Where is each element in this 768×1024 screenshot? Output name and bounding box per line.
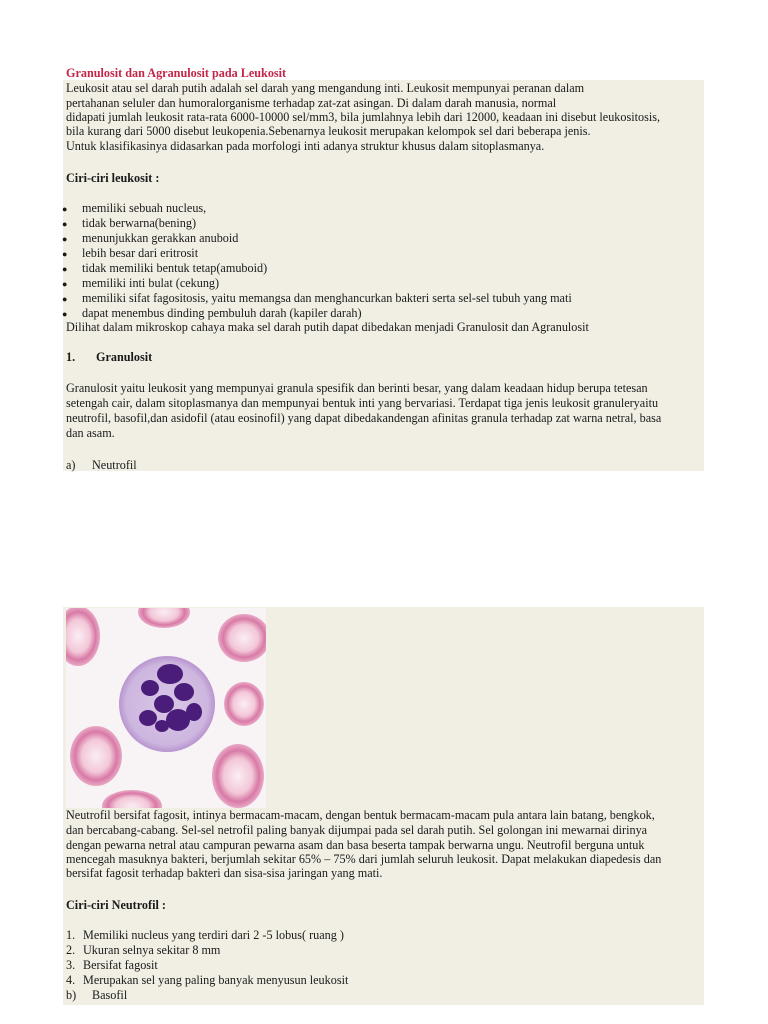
subheading-basofil: Basofil (92, 988, 128, 1002)
red-blood-cell (224, 682, 264, 726)
paragraph-line: dengan pewarna netral atau campuran pewarna asam dan basa beserta tampak berwarna ungu. Neutrofil berguna untuk (66, 838, 645, 852)
intro-line: Untuk klasifikasinya didasarkan pada morfologi inti adanya struktur khusus dalam sitoplasmanya. (66, 139, 545, 153)
list-item: memiliki sifat fagositosis, yaitu memangsa dan menghancurkan bakteri serta sel-sel tubuh yang mati (82, 291, 572, 305)
list-item: Bersifat fagosit (83, 958, 158, 972)
paragraph-line: Neutrofil bersifat fagosit, intinya bermacam-macam, dengan bentuk bermacam-macam pula antara lain batang, bengkok, (66, 808, 655, 822)
bullet-dot-icon: ● (62, 294, 68, 304)
list-item: Memiliki nucleus yang terdiri dari 2 -5 lobus( ruang ) (83, 928, 344, 942)
sub-b-label: b) (66, 988, 77, 1002)
list-item: memiliki sebuah nucleus, (82, 201, 207, 215)
list-item: tidak berwarna(bening) (82, 216, 197, 230)
neutrophil-micrograph (66, 608, 266, 808)
bullet-dot-icon: ● (62, 204, 68, 214)
intro-line: bila kurang dari 5000 disebut leukopenia.Sebenarnya leukosit merupakan kelompok sel dari beberapa jenis. (66, 124, 591, 138)
sub-a-label: a) (66, 458, 76, 472)
bullet-dot-icon: ● (62, 279, 68, 289)
paragraph-line: neutrofil, basofil,dan asidofil (atau eosinofil) yang dapat dibedakandengan afinitas granula terhadap zat warna netral, basa (66, 411, 662, 425)
section-heading-granulosit: Granulosit (96, 350, 153, 364)
bullet-dot-icon: ● (62, 234, 68, 244)
list-number: 4. (66, 973, 76, 987)
paragraph-line: mencegah masuknya bakteri, berjumlah sekitar 65% – 75% dari jumlah seluruh leukosit. Dapat melakukan diapedesis dan (66, 852, 662, 866)
subheading-neutrofil: Neutrofil (92, 458, 137, 472)
list-item: dapat menembus dinding pembuluh darah (kapiler darah) (82, 306, 362, 320)
ciri-neutrofil-heading: Ciri-ciri Neutrofil : (66, 898, 166, 912)
bullet-dot-icon: ● (62, 264, 68, 274)
micrograph-svg (66, 608, 266, 808)
ciri-leukosit-heading: Ciri-ciri leukosit : (66, 171, 160, 185)
paragraph-line: dan bercabang-cabang. Sel-sel netrofil paling banyak dijumpai pada sel darah putih. Sel golongan ini mewarnai dirinya (66, 823, 648, 837)
list-item: lebih besar dari eritrosit (82, 246, 199, 260)
paragraph-line: dan asam. (66, 426, 115, 440)
red-blood-cell (70, 726, 122, 786)
page-title: Granulosit dan Agranulosit pada Leukosit (66, 66, 287, 80)
paragraph-line: bersifat fagosit terhadap bakteri dan sisa-sisa jaringan yang mati. (66, 866, 383, 880)
list-item: Merupakan sel yang paling banyak menyusun leukosit (83, 973, 349, 987)
bullet-dot-icon: ● (62, 249, 68, 259)
list-number: 1. (66, 928, 76, 942)
list-item: menunjukkan gerakkan anuboid (82, 231, 239, 245)
list-item: memiliki inti bulat (cekung) (82, 276, 220, 290)
list-item: Ukuran selnya sekitar 8 mm (83, 943, 221, 957)
list-number: 3. (66, 958, 76, 972)
bullet-dot-icon: ● (62, 219, 68, 229)
intro-line: Leukosit atau sel darah putih adalah sel darah yang mengandung inti. Leukosit mempunyai peranan dalam (66, 81, 585, 95)
paragraph-line: Granulosit yaitu leukosit yang mempunyai granula spesifik dan berinti besar, yang dalam keadaan hidup berupa tetesan (66, 381, 648, 395)
paragraph-line: setengah cair, dalam sitoplasmanya dan mempunyai bentuk inti yang bervariasi. Terdapat tiga jenis leukosit granuleryaitu (66, 396, 659, 410)
bullet-dot-icon: ● (62, 309, 68, 319)
list-number: 2. (66, 943, 76, 957)
red-blood-cell (212, 744, 264, 808)
dilihat-sentence: Dilihat dalam mikroskop cahaya maka sel darah putih dapat dibedakan menjadi Granulosit dan Agranulosit (66, 320, 589, 334)
section-number: 1. (66, 350, 76, 364)
intro-line: pertahanan seluler dan humoralorganisme terhadap zat-zat asingan. Di dalam darah manusia, normal (66, 96, 557, 110)
list-item: tidak memiliki bentuk tetap(amuboid) (82, 261, 268, 275)
intro-line: didapati jumlah leukosit rata-rata 6000-10000 sel/mm3, bila jumlahnya lebih dari 12000, keadaan ini disebut leukositosis, (66, 110, 661, 124)
